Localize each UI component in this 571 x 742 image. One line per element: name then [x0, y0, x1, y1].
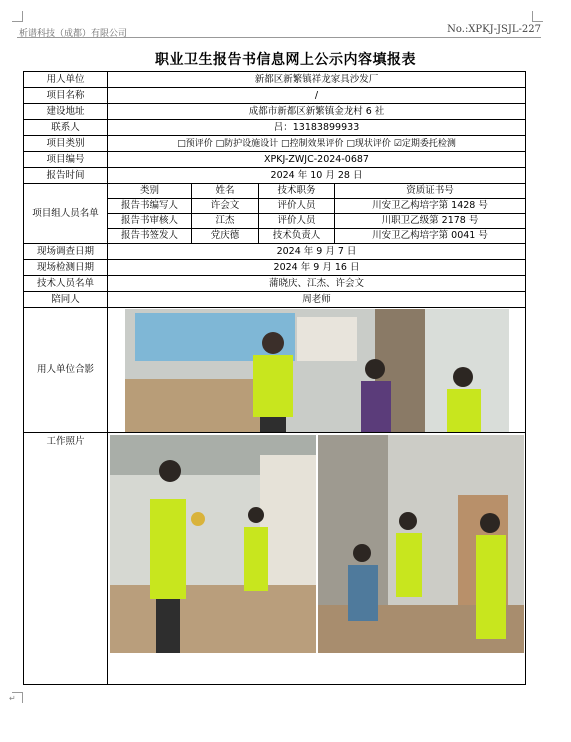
work-photo-row	[110, 435, 524, 653]
report-time-label: 报告时间	[24, 168, 108, 184]
team-row-cert: 川安卫乙构培字第 0041 号	[335, 229, 526, 244]
team-row-title: 评价人员	[259, 214, 335, 229]
header-doc-number: No.:XPKJ-JSJL-227	[447, 24, 541, 35]
team-row-name: 江杰	[192, 214, 259, 229]
team-header-title: 技术职务	[259, 184, 335, 199]
group-photo-scene	[125, 309, 509, 432]
row-tech-staff	[24, 276, 526, 292]
page-title: 职业卫生报告书信息网上公示内容填报表	[155, 52, 416, 68]
team-header-name: 姓名	[192, 184, 259, 199]
corner-mark-top-left	[12, 11, 23, 22]
row-contact	[24, 120, 526, 136]
work-photo-left-scene	[110, 435, 316, 653]
address-value: 成都市新都区新繁镇金龙村 6 社	[108, 104, 526, 120]
category-option-control: □控制效果评价	[280, 138, 344, 149]
work-photo-cell	[108, 433, 526, 685]
employer-value: 新都区新繁镇祥龙家具沙发厂	[108, 72, 526, 88]
escort-value: 周老师	[108, 292, 526, 308]
header-rule	[17, 37, 541, 38]
info-table	[23, 71, 526, 685]
team-row-name: 党庆德	[192, 229, 259, 244]
work-photo-left	[110, 435, 316, 653]
row-project-name	[24, 88, 526, 104]
category-option-periodic: ☑定期委托检测	[393, 138, 456, 149]
category-option-pre: □预评价	[177, 138, 213, 149]
survey-date-value: 2024 年 9 月 7 日	[108, 244, 526, 260]
corner-mark-top-right	[532, 11, 543, 22]
row-employer	[24, 72, 526, 88]
tech-staff-label: 技术人员名单	[24, 276, 108, 292]
category-option-design: □防护设施设计	[215, 138, 279, 149]
escort-label: 陪同人	[24, 292, 108, 308]
report-time-value: 2024 年 10 月 28 日	[108, 168, 526, 184]
row-group-photo	[24, 308, 526, 433]
team-row-cert: 川职卫乙级第 2178 号	[335, 214, 526, 229]
project-no-label: 项目编号	[24, 152, 108, 168]
row-escort	[24, 292, 526, 308]
team-row-cert: 川安卫乙构培字第 1428 号	[335, 199, 526, 214]
team-header-cert: 资质证书号	[335, 184, 526, 199]
row-test-date	[24, 260, 526, 276]
employer-label: 用人单位	[24, 72, 108, 88]
work-photo-right	[318, 435, 524, 653]
team-row-category: 报告书编写人	[108, 199, 192, 214]
group-photo-cell	[108, 308, 526, 433]
test-date-label: 现场检测日期	[24, 260, 108, 276]
team-header-category: 类别	[108, 184, 192, 199]
row-address	[24, 104, 526, 120]
survey-date-label: 现场调查日期	[24, 244, 108, 260]
row-team-header	[24, 184, 526, 199]
work-photo-label: 工作照片	[24, 433, 108, 685]
category-options	[108, 136, 526, 152]
category-label: 项目类别	[24, 136, 108, 152]
row-work-photo	[24, 433, 526, 685]
project-name-value: /	[108, 88, 526, 104]
row-report-time	[24, 168, 526, 184]
work-photo-right-scene	[318, 435, 524, 653]
header-company: 析谱科技（成都）有限公司	[19, 29, 128, 39]
group-photo-label: 用人单位合影	[24, 308, 108, 433]
team-row-name: 许会文	[192, 199, 259, 214]
team-label: 项目组人员名单	[24, 184, 108, 244]
team-row-title: 评价人员	[259, 199, 335, 214]
contact-label: 联系人	[24, 120, 108, 136]
team-row-category: 报告书签发人	[108, 229, 192, 244]
contact-value: 吕：13183899933	[108, 120, 526, 136]
row-project-no	[24, 152, 526, 168]
test-date-value: 2024 年 9 月 16 日	[108, 260, 526, 276]
group-photo	[125, 309, 509, 432]
team-row-title: 技术负责人	[259, 229, 335, 244]
tech-staff-value: 蒲晓庆、江杰、许会文	[108, 276, 526, 292]
row-survey-date	[24, 244, 526, 260]
project-no-value: XPKJ-ZWJC-2024-0687	[108, 152, 526, 168]
address-label: 建设地址	[24, 104, 108, 120]
project-name-label: 项目名称	[24, 88, 108, 104]
row-category	[24, 136, 526, 152]
team-row-category: 报告书审核人	[108, 214, 192, 229]
paragraph-mark: ↵	[9, 694, 16, 703]
category-option-status: □现状评价	[346, 138, 391, 149]
